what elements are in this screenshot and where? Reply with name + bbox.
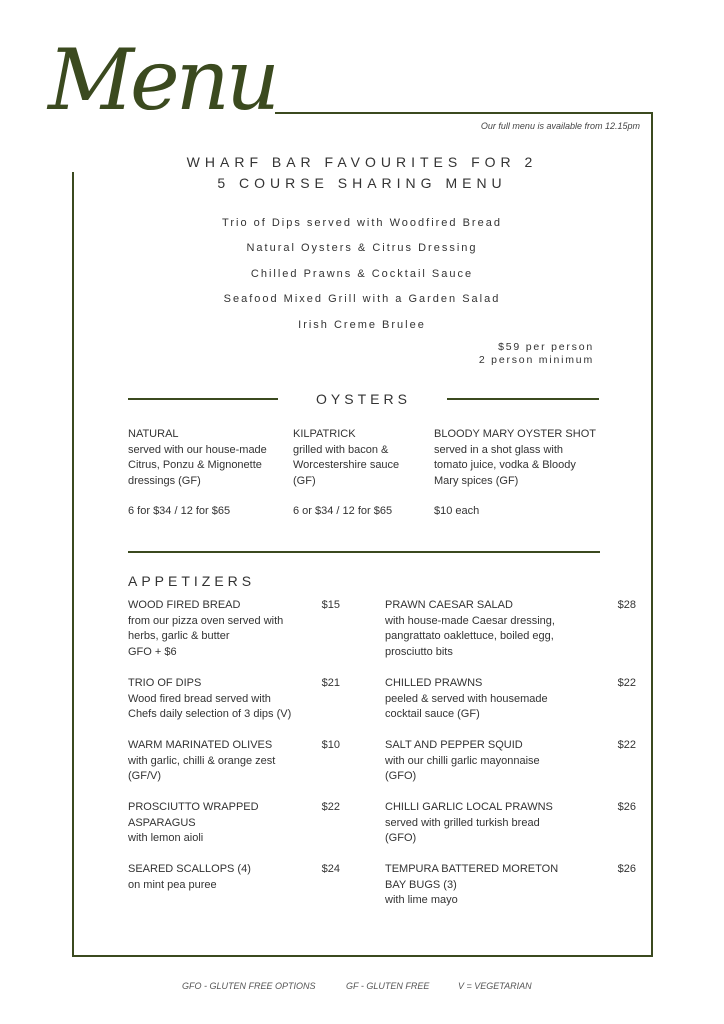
appetizer-price: $15 bbox=[321, 599, 340, 611]
oyster-description: Mary spices (GF) bbox=[434, 474, 519, 487]
appetizer-price: $28 bbox=[617, 599, 636, 611]
appetizer-item bbox=[128, 800, 259, 847]
course-item: Irish Creme Brulee bbox=[298, 319, 426, 331]
appetizer-name: TEMPURA BATTERED MORETON bbox=[385, 863, 559, 875]
appetizer-item bbox=[128, 676, 291, 723]
appetizer-description: ASPARAGUS bbox=[128, 816, 196, 829]
header-line-1: WHARF BAR FAVOURITES FOR 2 bbox=[186, 154, 538, 170]
appetizer-description: with our chilli garlic mayonnaise bbox=[385, 754, 540, 767]
appetizer-description: (GF/V) bbox=[128, 770, 161, 782]
appetizer-price: $26 bbox=[617, 863, 636, 875]
appetizer-price: $21 bbox=[321, 677, 340, 689]
appetizer-description: pangrattato oaklettuce, boiled egg, bbox=[385, 630, 554, 642]
appetizer-item bbox=[128, 738, 275, 785]
oyster-description: Worcestershire sauce bbox=[293, 459, 400, 471]
appetizer-description: BAY BUGS (3) bbox=[385, 878, 457, 891]
course-price: $59 per person bbox=[498, 341, 594, 353]
appetizer-name: SEARED SCALLOPS (4) bbox=[128, 863, 251, 875]
appetizer-description: on mint pea puree bbox=[128, 878, 217, 891]
oyster-name: KILPATRICK bbox=[293, 428, 356, 440]
frame-top bbox=[275, 112, 653, 114]
course-item: Seafood Mixed Grill with a Garden Salad bbox=[223, 293, 501, 305]
header-line-2: 5 COURSE SHARING MENU bbox=[217, 175, 507, 191]
appetizer-description: with house-made Caesar dressing, bbox=[385, 614, 555, 627]
oyster-description: dressings (GF) bbox=[128, 474, 201, 487]
section-divider bbox=[128, 551, 600, 553]
appetizer-description: GFO + $6 bbox=[128, 645, 177, 658]
oyster-description: served in a shot glass with bbox=[434, 443, 564, 456]
appetizer-price: $26 bbox=[617, 801, 636, 813]
appetizer-price: $22 bbox=[617, 677, 636, 689]
appetizer-description: (GFO) bbox=[385, 832, 417, 844]
oysters-rule-right bbox=[447, 398, 599, 400]
appetizer-price: $22 bbox=[617, 739, 636, 751]
oyster-price: 6 or $34 / 12 for $65 bbox=[293, 505, 393, 517]
appetizer-name: PRAWN CAESAR SALAD bbox=[385, 599, 513, 611]
oyster-name: NATURAL bbox=[128, 428, 179, 440]
appetizer-description: peeled & served with housemade bbox=[385, 692, 548, 705]
appetizer-description: with lemon aioli bbox=[128, 832, 204, 844]
appetizer-description: served with grilled turkish bread bbox=[385, 816, 540, 829]
appetizer-description: with garlic, chilli & orange zest bbox=[128, 754, 276, 767]
appetizer-description: cocktail sauce (GF) bbox=[385, 708, 480, 720]
oyster-item bbox=[434, 427, 596, 489]
appetizer-description: Chefs daily selection of 3 dips (V) bbox=[128, 708, 292, 720]
oyster-item bbox=[128, 427, 267, 489]
appetizer-description: prosciutto bits bbox=[385, 645, 453, 658]
appetizer-item bbox=[385, 738, 540, 785]
oysters-heading: OYSTERS bbox=[316, 391, 411, 407]
appetizer-price: $24 bbox=[321, 863, 340, 875]
appetizer-name: PROSCIUTTO WRAPPED bbox=[128, 801, 259, 813]
oyster-price: 6 for $34 / 12 for $65 bbox=[128, 505, 231, 517]
appetizer-item bbox=[128, 862, 251, 893]
course-item: Chilled Prawns & Cocktail Sauce bbox=[250, 268, 474, 280]
oyster-description: grilled with bacon & bbox=[293, 443, 389, 456]
oyster-description: Citrus, Ponzu & Mignonette bbox=[128, 459, 262, 471]
appetizer-name: WOOD FIRED BREAD bbox=[128, 599, 241, 611]
appetizers-heading: APPETIZERS bbox=[128, 573, 256, 589]
course-item: Trio of Dips served with Woodfired Bread bbox=[222, 217, 502, 229]
oyster-price: $10 each bbox=[434, 505, 480, 517]
appetizer-price: $10 bbox=[321, 739, 340, 751]
frame-right bbox=[651, 112, 653, 957]
appetizer-description: from our pizza oven served with bbox=[128, 614, 284, 627]
legend-gf: GF - GLUTEN FREE bbox=[346, 981, 430, 991]
appetizer-description: herbs, garlic & butter bbox=[128, 630, 230, 642]
appetizer-name: SALT AND PEPPER SQUID bbox=[385, 739, 523, 751]
appetizer-name: TRIO OF DIPS bbox=[128, 677, 202, 689]
course-item: Natural Oysters & Citrus Dressing bbox=[246, 242, 478, 254]
appetizer-item bbox=[385, 598, 555, 660]
menu-availability-note: Our full menu is available from 12.15pm bbox=[480, 121, 640, 131]
appetizer-name: WARM MARINATED OLIVES bbox=[128, 739, 273, 751]
legend-v: V = VEGETARIAN bbox=[458, 981, 532, 991]
oyster-description: (GF) bbox=[293, 474, 316, 487]
frame-bottom bbox=[72, 955, 653, 957]
menu-logo: Menu bbox=[48, 31, 276, 129]
appetizer-description: (GFO) bbox=[385, 770, 417, 782]
appetizer-item bbox=[385, 800, 553, 847]
oyster-description: served with our house-made bbox=[128, 443, 267, 456]
oyster-name: BLOODY MARY OYSTER SHOT bbox=[434, 428, 596, 440]
course-minimum: 2 person minimum bbox=[478, 354, 594, 366]
oyster-item bbox=[293, 427, 399, 489]
appetizer-description: with lime mayo bbox=[385, 894, 458, 906]
appetizer-name: CHILLED PRAWNS bbox=[385, 677, 483, 689]
legend-gfo: GFO - GLUTEN FREE OPTIONS bbox=[182, 981, 316, 991]
appetizer-item bbox=[385, 676, 548, 723]
appetizer-item bbox=[385, 862, 558, 909]
appetizer-price: $22 bbox=[321, 801, 340, 813]
oysters-rule-left bbox=[128, 398, 278, 400]
frame-left bbox=[72, 172, 74, 957]
oyster-description: tomato juice, vodka & Bloody bbox=[434, 459, 576, 471]
appetizer-name: CHILLI GARLIC LOCAL PRAWNS bbox=[385, 801, 553, 813]
appetizer-item bbox=[128, 598, 283, 660]
appetizer-description: Wood fired bread served with bbox=[128, 692, 271, 705]
